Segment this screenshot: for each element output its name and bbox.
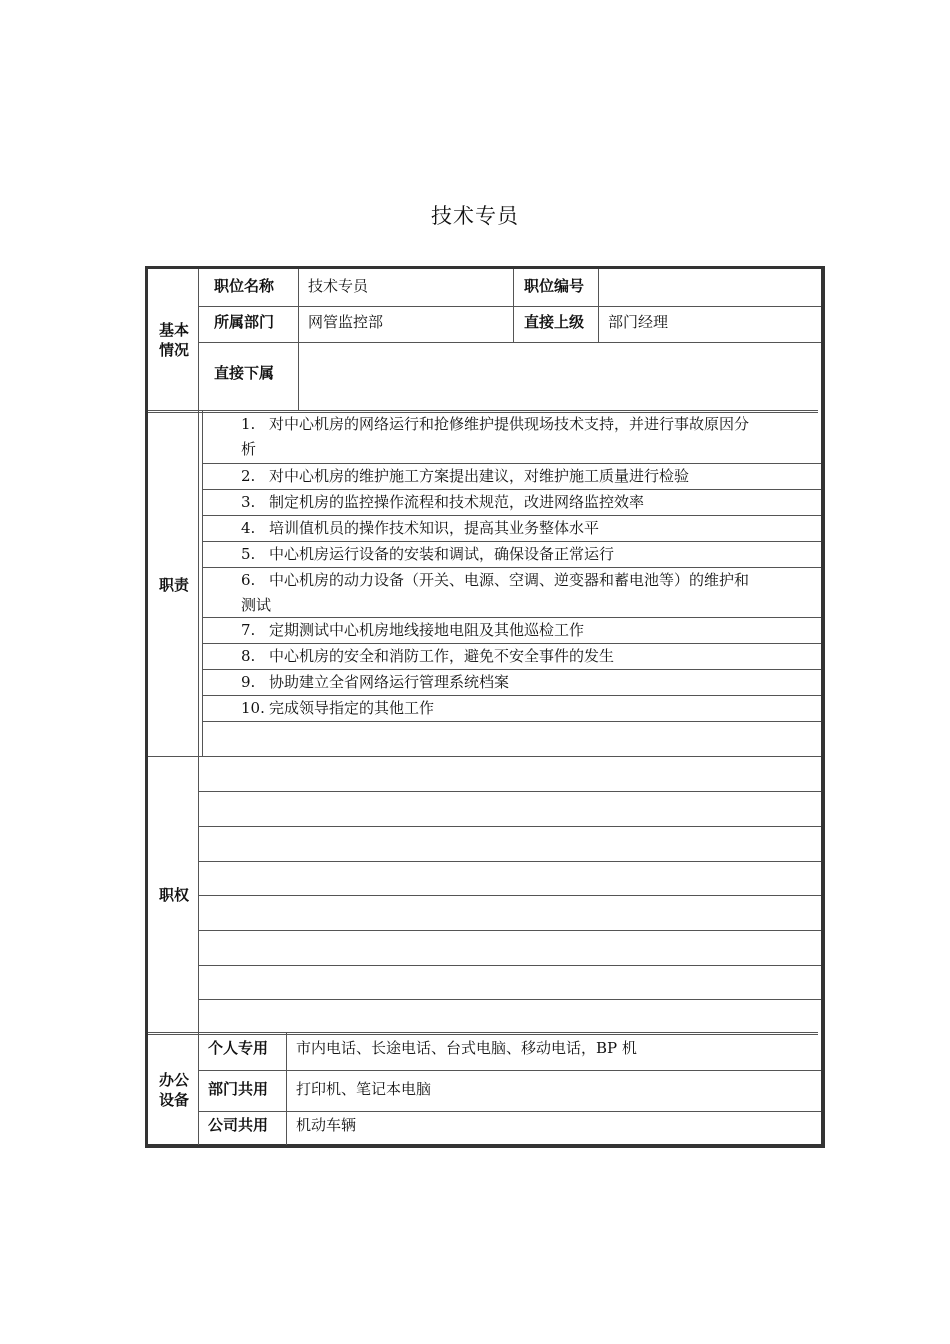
- duty-line-10: [203, 721, 821, 722]
- department-label: 所属部门: [214, 313, 275, 331]
- duty-item-4: [241, 516, 821, 541]
- duty-number: 2.: [241, 467, 256, 485]
- equipment-line-1: [199, 1070, 821, 1071]
- basic-row-line-2: [199, 342, 821, 343]
- duties-authority-divider: [148, 756, 821, 757]
- duty-item-8: [241, 644, 821, 669]
- duty-item-10: [241, 696, 821, 721]
- authority-line-2: [199, 826, 821, 827]
- superior-label: 直接上级: [524, 313, 585, 331]
- duty-item-1: [241, 412, 821, 462]
- duty-text: 完成领导指定的其他工作: [269, 699, 435, 717]
- duty-item-3: [241, 490, 821, 515]
- job-description-form: [145, 266, 825, 1148]
- page-title: 技术专员: [431, 204, 519, 228]
- authority-line-1: [199, 791, 821, 792]
- duty-number: 7.: [241, 621, 256, 639]
- duty-item-7: [241, 618, 821, 643]
- basic-col-line-1: [298, 269, 299, 411]
- duty-text: 中心机房的安全和消防工作，避免不安全事件的发生: [269, 647, 615, 665]
- authority-line-3: [199, 861, 821, 862]
- personal-equipment-label: 个人专用: [208, 1039, 269, 1057]
- duty-number: 1.: [241, 415, 256, 433]
- duty-number: 5.: [241, 545, 256, 563]
- duty-item-6: [241, 568, 821, 618]
- duty-number: 4.: [241, 519, 256, 537]
- duty-number: 3.: [241, 493, 256, 511]
- equipment-line-2: [199, 1111, 821, 1112]
- company-equipment-value: 机动车辆: [296, 1116, 357, 1134]
- duty-text: 中心机房运行设备的安装和调试，确保设备正常运行: [269, 545, 615, 563]
- duty-text: 中心机房的动力设备（开关、电源、空调、逆变器和蓄电池等）的维护和: [269, 571, 750, 589]
- authority-line-7: [199, 999, 821, 1000]
- department-equipment-label: 部门共用: [208, 1080, 269, 1098]
- equipment-col-line: [286, 1033, 287, 1145]
- duty-item-5: [241, 542, 821, 567]
- superior-value: 部门经理: [608, 313, 669, 331]
- duty-item-2: [241, 464, 821, 489]
- section-basic-label: 基本 情况: [158, 321, 189, 359]
- company-equipment-label: 公司共用: [208, 1116, 269, 1134]
- subordinate-label: 直接下属: [214, 364, 275, 382]
- duty-text: 定期测试中心机房地线接地电阻及其他巡检工作: [269, 621, 585, 639]
- department-value: 网管监控部: [308, 313, 384, 331]
- duty-text-cont: 析: [241, 440, 257, 458]
- duties-col-line: [202, 410, 203, 756]
- authority-line-6: [199, 965, 821, 966]
- basic-row-line-1: [199, 306, 821, 307]
- basic-col-line-2: [513, 269, 514, 342]
- section-equipment-label: 办公 设备: [158, 1071, 189, 1109]
- position-code-label: 职位编号: [524, 277, 585, 295]
- duty-text: 培训值机员的操作技术知识，提高其业务整体水平: [269, 519, 600, 537]
- authority-line-5: [199, 930, 821, 931]
- section-authority-label: 职权: [158, 886, 189, 904]
- duty-text: 对中心机房的维护施工方案提出建议，对维护施工质量进行检验: [269, 467, 690, 485]
- duty-text: 制定机房的监控操作流程和技术规范，改进网络监控效率: [269, 493, 645, 511]
- position-name-label: 职位名称: [214, 277, 275, 295]
- duty-text: 对中心机房的网络运行和抢修维护提供现场技术支持，并进行事故原因分: [269, 415, 750, 433]
- duty-number: 8.: [241, 647, 256, 665]
- basic-col-line-3: [598, 269, 599, 342]
- department-equipment-value: 打印机、笔记本电脑: [296, 1080, 432, 1098]
- duty-text: 协助建立全省网络运行管理系统档案: [269, 673, 510, 691]
- duty-number: 9.: [241, 673, 256, 691]
- duty-text-cont: 测试: [241, 596, 272, 614]
- duty-item-9: [241, 670, 821, 695]
- position-name-value: 技术专员: [308, 277, 369, 295]
- duty-number: 10.: [241, 699, 265, 717]
- personal-equipment-value: 市内电话、长途电话、台式电脑、移动电话，BP 机: [296, 1039, 637, 1057]
- section-duties-label: 职责: [158, 576, 189, 594]
- duty-number: 6.: [241, 571, 256, 589]
- authority-line-4: [199, 895, 821, 896]
